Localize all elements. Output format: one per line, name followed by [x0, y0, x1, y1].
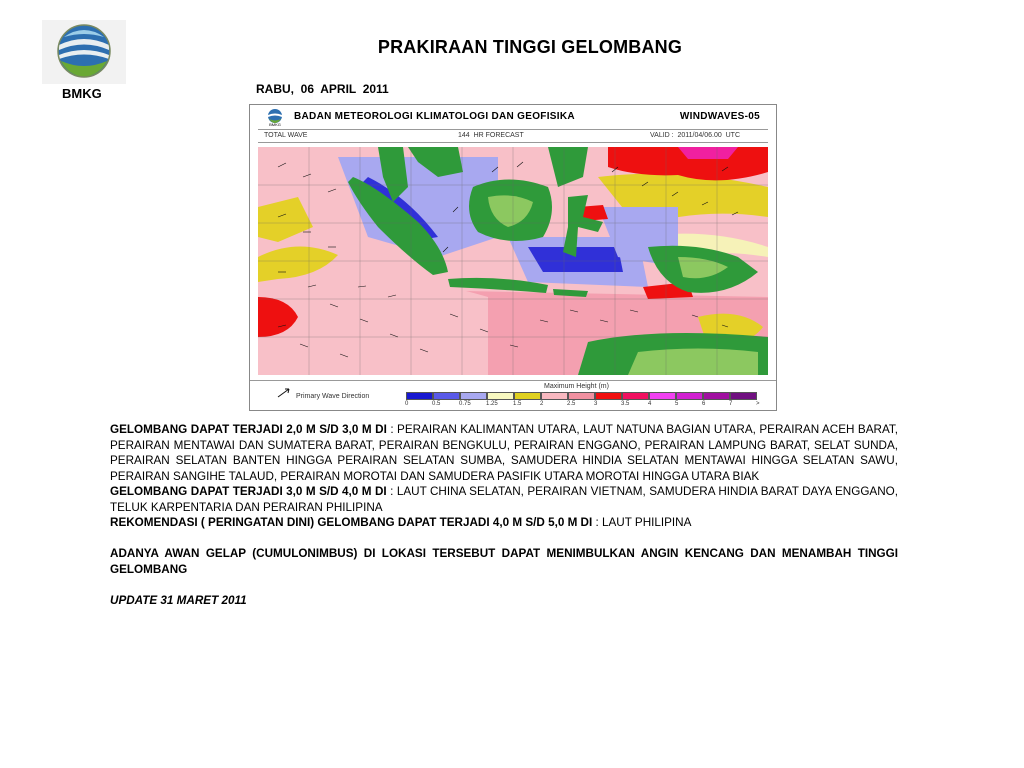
- map-model-code: WINDWAVES-05: [679, 111, 760, 122]
- map-header: [250, 105, 776, 129]
- scale-tick-label: 2: [540, 401, 544, 407]
- primary-wave-direction-label: Primary Wave Direction: [296, 393, 370, 400]
- scale-tick-label: 7: [729, 401, 733, 407]
- scale-swatch: [541, 392, 568, 400]
- mini-globe-icon: [264, 108, 286, 126]
- scale-tick-label: 4: [648, 401, 652, 407]
- scale-swatch: [514, 392, 541, 400]
- scale-tick-label: 1.25: [486, 401, 498, 407]
- paragraph-2-3m: [110, 422, 898, 484]
- update-date: UPDATE 31 MARET 2011: [110, 593, 247, 607]
- scale-tick-label: 3: [594, 401, 598, 407]
- scale-tick-label: 5: [675, 401, 679, 407]
- scale-swatch: [676, 392, 703, 400]
- color-scale: [406, 392, 757, 400]
- paragraph-3-4m: [110, 484, 898, 515]
- scale-swatch: [730, 392, 757, 400]
- paragraph-2-3m-areas: : PERAIRAN KALIMANTAN UTARA, LAUT NATUNA BAGIAN UTARA, PERAIRAN ACEH BARAT, PERAIRAN MENTAWAI DAN SUMATERA BARAT, PERAIRAN BENGKULU, PERAIRAN ENGGANO, PERAIRAN LAMPUNG BARAT, SELAT SUNDA, PERAIRAN SELATAN BANTEN HINGGA PERAIRAN SELATAN SUMBA, SAMUDERA HINDIA SELATAN MENTAWAI HINGGA SELATAN SAWU, PERAIRAN SANGIHE TALAUD, PERAIRAN MOROTAI DAN SAMUDERA PASIFIK UTARA MOROTAI HINGGA UTARA BIAK: [110, 423, 898, 483]
- forecast-date: RABU, 06 APRIL 2011: [256, 82, 389, 96]
- scale-tick-label: 3.5: [621, 401, 630, 407]
- map-subheader: [258, 129, 768, 143]
- forecast-description: [110, 422, 898, 608]
- map-legend: [250, 380, 776, 411]
- scale-title: Maximum Height (m): [544, 383, 609, 390]
- cumulonimbus-warning-text: ADANYA AWAN GELAP (CUMULONIMBUS) DI LOKASI TERSEBUT DAPAT MENIMBULKAN ANGIN KENCANG DAN MENAMBAH TINGGI GELOMBANG: [110, 547, 898, 576]
- scale-swatch: [595, 392, 622, 400]
- scale-tick-label: 2.5: [567, 401, 576, 407]
- scale-swatch: [406, 392, 433, 400]
- recommendation-areas: : LAUT PHILIPINA: [592, 516, 692, 529]
- wave-height-map: [258, 147, 768, 375]
- recommendation-heading: REKOMENDASI ( PERINGATAN DINI) GELOMBANG DAPAT TERJADI 4,0 M S/D 5,0 M DI: [110, 516, 593, 529]
- paragraph-3-4m-areas: : LAUT CHINA SELATAN, PERAIRAN VIETNAM, SAMUDERA HINDIA BARAT DAYA ENGGANO, TELUK KARPENTARIA DAN PERAIRAN PHILIPINA: [110, 485, 898, 514]
- color-scale-labels: [406, 401, 786, 411]
- scale-swatch: [649, 392, 676, 400]
- scale-tick-label: 0: [405, 401, 409, 407]
- scale-swatch: [622, 392, 649, 400]
- scale-tick-label: 0.5: [432, 401, 441, 407]
- paragraph-2-3m-heading: GELOMBANG DAPAT TERJADI 2,0 M S/D 3,0 M DI: [110, 423, 387, 436]
- page-title: PRAKIRAAN TINGGI GELOMBANG: [377, 37, 683, 57]
- map-variable: TOTAL WAVE: [264, 132, 308, 139]
- arrow-icon: [276, 387, 292, 399]
- scale-tick-label: >: [756, 401, 760, 407]
- scale-swatch: [433, 392, 460, 400]
- scale-swatch: [460, 392, 487, 400]
- mini-logo-label: BMKG: [269, 122, 281, 126]
- paragraph-recommendation: [110, 515, 898, 531]
- paragraph-3-4m-heading: GELOMBANG DAPAT TERJADI 3,0 M S/D 4,0 M DI: [110, 485, 387, 498]
- scale-tick-label: 0.75: [459, 401, 471, 407]
- scale-tick-label: 1.5: [513, 401, 522, 407]
- wave-forecast-map-figure: [249, 104, 777, 411]
- logo-label: BMKG: [62, 86, 102, 101]
- scale-swatch: [487, 392, 514, 400]
- map-valid-time: VALID : 2011/04/06.00 UTC: [650, 132, 741, 139]
- paragraph-cumulonimbus-warning: [110, 546, 898, 577]
- scale-tick-label: 6: [702, 401, 706, 407]
- scale-swatch: [568, 392, 595, 400]
- map-forecast-hour: 144 HR FORECAST: [458, 132, 524, 139]
- map-organization: BADAN METEOROLOGI KLIMATOLOGI DAN GEOFISIKA: [294, 111, 575, 122]
- scale-swatch: [703, 392, 730, 400]
